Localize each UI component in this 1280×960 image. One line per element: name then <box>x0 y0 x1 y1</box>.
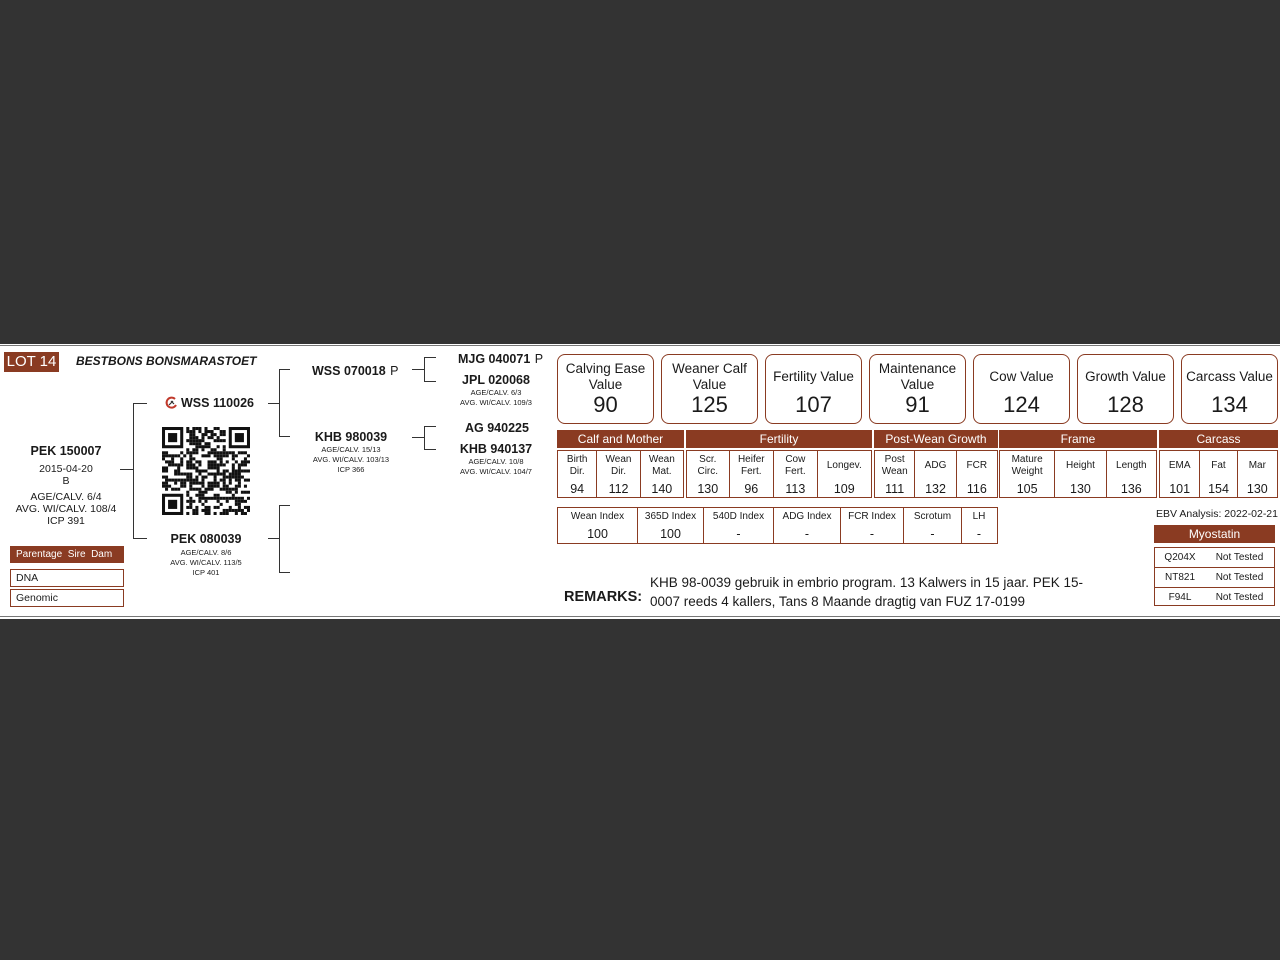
index-label: Scrotum <box>913 511 952 522</box>
ebv-value: 112 <box>608 482 629 496</box>
ebv-value: 94 <box>570 482 585 496</box>
animal-birth-date: 2015-04-20 <box>39 463 93 475</box>
animal-icp: ICP 391 <box>47 515 85 527</box>
index-label: 540D Index <box>712 511 765 522</box>
index-cell <box>638 508 704 543</box>
ebv-value: 109 <box>833 482 855 496</box>
index-value: - <box>736 527 741 541</box>
ebv-value: 130 <box>697 482 719 496</box>
parentage-header: Parentage Sire Dam <box>10 546 124 563</box>
ebv-cell <box>687 451 730 497</box>
value-label: Calving Ease Value <box>565 361 646 392</box>
sire-id: WSS 110026 <box>181 396 254 410</box>
myostatin-gene: NT821 <box>1164 572 1195 583</box>
index-value: - <box>869 527 875 541</box>
ebv-value: 132 <box>925 482 946 496</box>
value-number: 125 <box>691 392 728 417</box>
dam-id: PEK 080039 <box>170 532 242 546</box>
value-label: Carcass Value <box>1186 369 1273 384</box>
animal-avg-wi-calv: AVG. WI/CALV. 108/4 <box>15 503 117 515</box>
dam-icp: ICP 401 <box>192 568 220 577</box>
index-cell <box>904 508 962 543</box>
ebv-cell <box>1107 451 1156 497</box>
index-value: - <box>976 527 982 541</box>
value-label: Maintenance Value <box>878 361 957 392</box>
ebv-cell <box>1238 451 1277 497</box>
group-table <box>557 450 684 498</box>
sd-dam-avg-wi-calv: AVG. WI/CALV. 104/7 <box>460 467 532 476</box>
group-table <box>999 450 1157 498</box>
ebv-value: 101 <box>1169 482 1191 496</box>
ebv-value: 154 <box>1208 482 1229 496</box>
index-value: - <box>930 527 935 541</box>
sire-dam-block <box>310 430 392 475</box>
value-number: 124 <box>1003 392 1040 417</box>
ebv-cell <box>818 451 871 497</box>
ss-dam-avg-wi-calv: AVG. WI/CALV. 109/3 <box>460 398 532 407</box>
sire-logo-icon <box>165 396 179 410</box>
lot-badge: LOT 14 <box>4 352 59 372</box>
ebv-cell <box>597 451 640 497</box>
myostatin-status: Not Tested <box>1215 552 1264 563</box>
sd-sire-block <box>465 419 529 437</box>
remarks-label: REMARKS: <box>564 589 643 605</box>
farm-name: BESTBONS BONSMARASTOET <box>76 354 257 368</box>
ss-dam-id: JPL 020068 <box>462 373 530 387</box>
sire-block <box>165 396 254 410</box>
value-box-2 <box>765 354 862 424</box>
qr-code-icon[interactable] <box>162 427 250 515</box>
ss-sire-suffix: P <box>534 352 544 366</box>
value-number: 90 <box>593 392 618 417</box>
ebv-value: 140 <box>651 482 673 496</box>
index-cell <box>841 508 904 543</box>
ebv-label: EMA <box>1168 460 1191 471</box>
myostatin-row <box>1155 548 1274 568</box>
ebv-cell <box>915 451 956 497</box>
ebv-value: 130 <box>1070 482 1091 496</box>
ebv-value: 96 <box>744 482 759 496</box>
group-table <box>686 450 872 498</box>
ebv-analysis-date: EBV Analysis: 2022-02-21 <box>1156 508 1278 520</box>
index-cell <box>558 508 638 543</box>
value-number: 134 <box>1211 392 1248 417</box>
value-label: Growth Value <box>1085 369 1166 384</box>
sire-dam-age-calv: AGE/CALV. 15/13 <box>321 445 381 454</box>
index-cell <box>704 508 774 543</box>
index-value: 100 <box>660 527 681 541</box>
value-box-1 <box>661 354 758 424</box>
ebv-label: Height <box>1066 460 1095 471</box>
sd-sire-id: AG 940225 <box>465 421 529 435</box>
sd-dam-age-calv: AGE/CALV. 10/8 <box>468 457 524 466</box>
sire-dam-icp: ICP 366 <box>337 465 365 474</box>
myostatin-gene: Q204X <box>1164 552 1196 563</box>
group-table <box>874 450 998 498</box>
index-label: ADG Index <box>782 511 832 522</box>
index-label: Wean Index <box>570 511 625 522</box>
group-header: Post-Wean Growth <box>874 430 998 448</box>
myostatin-row <box>1155 568 1274 588</box>
ebv-label: Length <box>1116 460 1147 471</box>
ebv-value: 105 <box>1016 482 1038 496</box>
ebv-label: Scr. Circ. <box>697 454 719 477</box>
value-label: Cow Value <box>989 369 1054 384</box>
ebv-cell <box>1000 451 1055 497</box>
ebv-value: 111 <box>885 482 905 496</box>
myostatin-table <box>1154 547 1275 606</box>
ebv-label: Wean Mat. <box>648 454 675 477</box>
group-header: Calf and Mother <box>557 430 684 448</box>
ebv-label: FCR <box>966 460 988 471</box>
sire-sire-id: WSS 070018 <box>312 364 386 378</box>
ebv-cell <box>774 451 818 497</box>
dam-block <box>160 532 252 578</box>
value-label: Fertility Value <box>773 369 854 384</box>
value-number: 107 <box>795 392 832 417</box>
ss-sire-block <box>458 350 543 368</box>
animal-block <box>14 444 118 527</box>
ebv-label: Cow Fert. <box>785 454 806 477</box>
ebv-value: 130 <box>1246 482 1268 496</box>
index-label: LH <box>972 511 986 522</box>
ebv-cell <box>1160 451 1200 497</box>
remarks-text: KHB 98-0039 gebruik in embrio program. 13 Kalwers in 15 jaar. PEK 15-0007 reeds 4 kallers, Tans 8 Maande dragtig van FUZ 17-0199 <box>650 575 1083 609</box>
animal-id: PEK 150007 <box>30 444 102 458</box>
parentage-row-genomic: Genomic <box>10 589 124 607</box>
sd-dam-block <box>458 442 534 477</box>
ebv-label: Longev. <box>826 460 862 471</box>
ebv-cell <box>558 451 597 497</box>
value-label: Weaner Calf Value <box>672 361 747 392</box>
myostatin-row <box>1155 588 1274 607</box>
value-box-3 <box>869 354 966 424</box>
ebv-cell <box>875 451 915 497</box>
ebv-label: Birth Dir. <box>566 454 588 477</box>
ebv-label: Mar <box>1248 460 1266 471</box>
ebv-label: ADG <box>924 460 947 471</box>
ebv-label: Post Wean <box>881 454 908 477</box>
value-number: 128 <box>1107 392 1144 417</box>
ebv-label: Heifer Fert. <box>737 454 765 477</box>
value-box-4 <box>973 354 1070 424</box>
sire-dam-id: KHB 980039 <box>314 430 388 444</box>
ss-dam-age-calv: AGE/CALV. 6/3 <box>470 388 522 397</box>
group-header: Frame <box>999 430 1157 448</box>
index-label: 365D Index <box>644 511 697 522</box>
index-label: FCR Index <box>848 511 896 522</box>
index-value: 100 <box>587 527 608 541</box>
parentage-row-dna: DNA <box>10 569 124 587</box>
ebv-cell <box>957 451 997 497</box>
index-table <box>557 507 998 544</box>
sd-dam-id: KHB 940137 <box>459 442 533 456</box>
ebv-label: Wean Dir. <box>605 454 632 477</box>
value-box-0 <box>557 354 654 424</box>
ebv-cell <box>1055 451 1106 497</box>
animal-age-calv: AGE/CALV. 6/4 <box>30 491 102 503</box>
ebv-cell <box>730 451 775 497</box>
myostatin-status: Not Tested <box>1215 592 1264 603</box>
value-number: 91 <box>905 392 930 417</box>
ebv-label: Mature Weight <box>1011 454 1043 477</box>
value-box-6 <box>1181 354 1278 424</box>
index-cell <box>962 508 996 543</box>
sire-sire-block <box>312 362 398 380</box>
ebv-value: 116 <box>966 482 987 496</box>
ebv-cell <box>641 451 683 497</box>
ss-sire-id: MJG 040071 <box>458 352 531 366</box>
sire-sire-suffix: P <box>390 364 399 378</box>
myostatin-status: Not Tested <box>1215 572 1264 583</box>
ebv-value: 136 <box>1120 482 1142 496</box>
group-header: Carcass <box>1159 430 1278 448</box>
value-box-5 <box>1077 354 1174 424</box>
myostatin-gene: F94L <box>1168 592 1192 603</box>
ss-dam-block <box>458 373 534 408</box>
group-header: Fertility <box>686 430 872 448</box>
index-cell <box>774 508 841 543</box>
ebv-value: 113 <box>785 482 806 496</box>
ebv-label: Fat <box>1211 460 1226 471</box>
sire-dam-avg-wi-calv: AVG. WI/CALV. 103/13 <box>312 455 390 464</box>
dam-age-calv: AGE/CALV. 8/6 <box>180 548 232 557</box>
animal-sex: B <box>62 475 70 487</box>
index-value: - <box>804 527 810 541</box>
ebv-cell <box>1200 451 1237 497</box>
dam-avg-wi-calv: AVG. WI/CALV. 113/5 <box>170 558 242 567</box>
group-table <box>1159 450 1278 498</box>
myostatin-header: Myostatin <box>1154 525 1275 543</box>
